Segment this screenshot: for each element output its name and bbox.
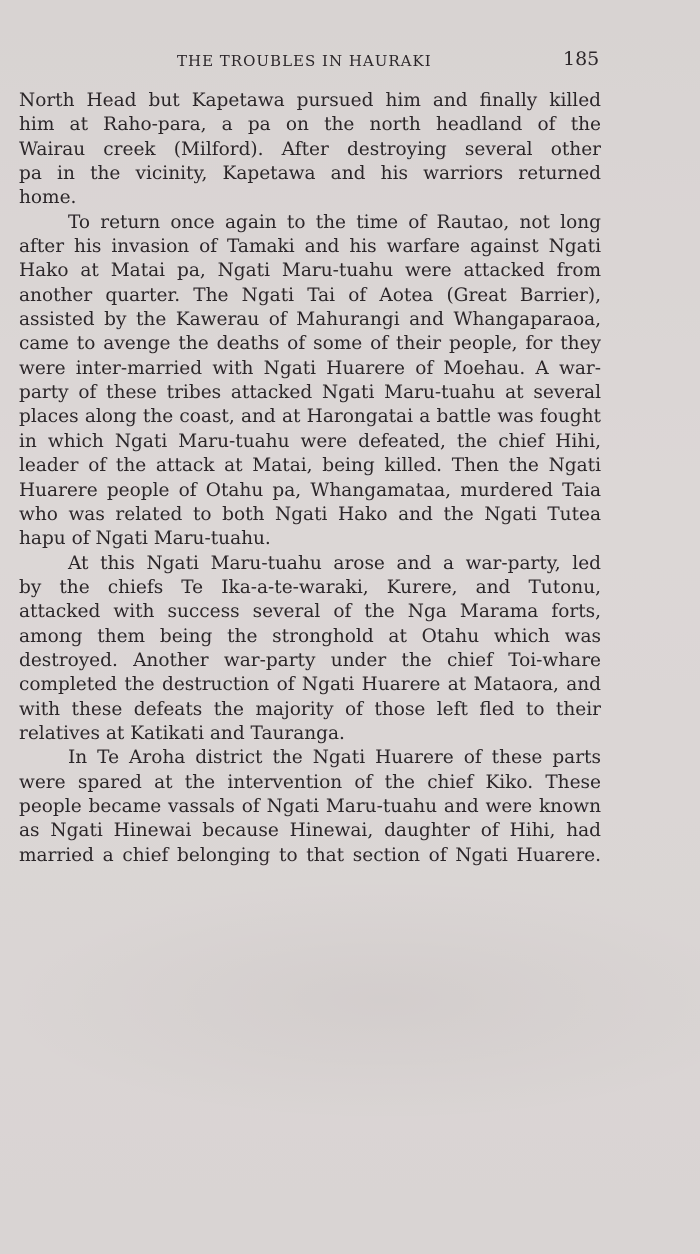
text-line: were inter-married with Ngati Huarere of Moehau. A war- [19, 357, 601, 379]
text-line: people became vassals of Ngati Maru-tuahu and were known [19, 795, 601, 817]
text-line: Hako at Matai pa, Ngati Maru-tuahu were attacked from [19, 260, 601, 282]
text-line: attacked with success several of the Nga Marama forts, [19, 601, 601, 623]
text-line: in which Ngati Maru-tuahu were defeated, the chief Hihi, [19, 430, 601, 452]
text-line: by the chiefs Te Ika-a-te-waraki, Kurere, and Tutonu, [19, 576, 601, 598]
text-line: after his invasion of Tamaki and his warfare against Ngati [19, 236, 601, 258]
body-text [19, 89, 601, 868]
text-line: home. [19, 187, 77, 209]
text-line: as Ngati Hinewai because Hinewai, daughter of Hihi, had [19, 820, 601, 842]
text-line: among them being the stronghold at Otahu which was [19, 625, 601, 647]
text-line: places along the coast, and at Harongatai a battle was fought [19, 406, 601, 428]
text-line: relatives at Katikati and Tauranga. [19, 722, 345, 744]
running-title: THE TROUBLES IN HAURAKI [177, 52, 432, 70]
show-through-area [0, 880, 700, 1120]
text-line: To return once again to the time of Rautao, not long [68, 211, 601, 233]
text-line: another quarter. The Ngati Tai of Aotea (Great Barrier), [19, 284, 601, 306]
text-line: hapu of Ngati Maru-tuahu. [19, 528, 271, 550]
text-line: pa in the vicinity, Kapetawa and his warriors returned [19, 163, 601, 185]
text-line: leader of the attack at Matai, being killed. Then the Ngati [19, 455, 601, 477]
page-number: 185 [563, 48, 600, 70]
text-line: assisted by the Kawerau of Mahurangi and Whangaparaoa, [19, 309, 601, 331]
text-line: completed the destruction of Ngati Huarere at Mataora, and [19, 674, 601, 696]
text-line: married a chief belonging to that section of Ngati Huarere. [19, 844, 601, 866]
text-line: In Te Aroha district the Ngati Huarere of these parts [68, 747, 601, 769]
text-line: North Head but Kapetawa pursued him and finally killed [19, 90, 601, 111]
text-line: him at Raho-para, a pa on the north headland of the [19, 114, 601, 136]
running-header [0, 48, 700, 76]
text-line: destroyed. Another war-party under the chief Toi-whare [19, 649, 601, 671]
text-line: party of these tribes attacked Ngati Maru-tuahu at several [19, 382, 601, 404]
text-line: who was related to both Ngati Hako and the Ngati Tutea [19, 503, 601, 525]
text-line: At this Ngati Maru-tuahu arose and a war-party, led [68, 552, 601, 574]
text-line: came to avenge the deaths of some of their people, for they [19, 333, 601, 355]
text-line: with these defeats the majority of those left fled to their [19, 698, 601, 720]
text-line: Huarere people of Otahu pa, Whangamataa, murdered Taia [19, 479, 601, 501]
text-line: were spared at the intervention of the chief Kiko. These [19, 771, 601, 793]
text-line: Wairau creek (Milford). After destroying several other [19, 138, 601, 160]
